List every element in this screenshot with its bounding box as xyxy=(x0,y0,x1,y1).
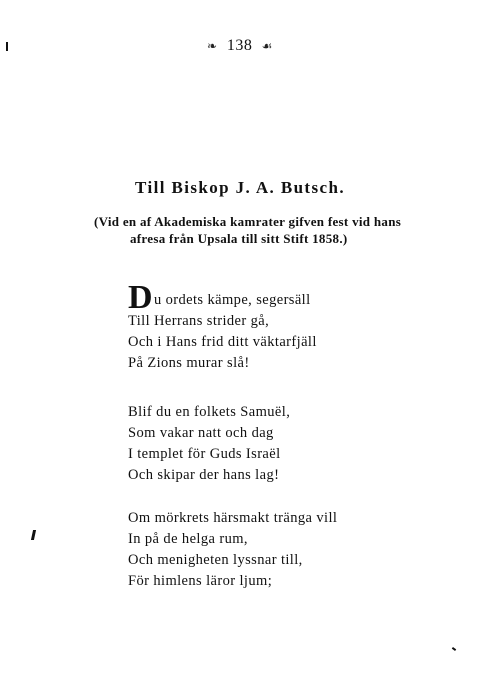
ornament-left-icon: ❧ xyxy=(207,39,218,53)
verse-line: Och i Hans frid ditt väktarfjäll xyxy=(128,334,317,350)
verse-line: Om mörkrets härsmakt tränga vill xyxy=(128,510,338,526)
verse-line: Som vakar natt och dag xyxy=(128,425,274,441)
subtitle-line: afresa från Upsala till sitt Stift 1858.) xyxy=(130,231,348,246)
verse-line: Och skipar der hans lag! xyxy=(128,467,280,483)
margin-mark xyxy=(452,647,456,651)
drop-cap: D xyxy=(128,279,153,316)
verse-line: Blif du en folkets Samuël, xyxy=(128,404,291,420)
verse-line-text: u ordets kämpe, segersäll xyxy=(153,292,311,308)
verse-line xyxy=(128,279,428,316)
margin-mark xyxy=(31,530,36,540)
verse-line: Till Herrans strider gå, xyxy=(128,313,270,329)
poem-title: Till Biskop J. A. Butsch. xyxy=(135,178,345,197)
page-number: 138 xyxy=(226,37,253,54)
stanza-2 xyxy=(128,402,428,486)
subtitle-line: (Vid en af Akademiska kamrater gifven fest vid hans xyxy=(94,214,402,229)
poem-subtitle xyxy=(94,213,454,247)
verse-line: In på de helga rum, xyxy=(128,531,248,547)
verse-line: För himlens läror ljum; xyxy=(128,573,273,589)
stanza-3 xyxy=(128,508,428,592)
ornament-right-icon: ☙ xyxy=(261,39,273,53)
verse-line: På Zions murar slå! xyxy=(128,355,250,371)
verse-line: Och menigheten lyssnar till, xyxy=(128,552,303,568)
page-header xyxy=(0,36,480,55)
stanza-1 xyxy=(128,279,428,374)
verse-line: I templet för Guds Israël xyxy=(128,446,281,462)
